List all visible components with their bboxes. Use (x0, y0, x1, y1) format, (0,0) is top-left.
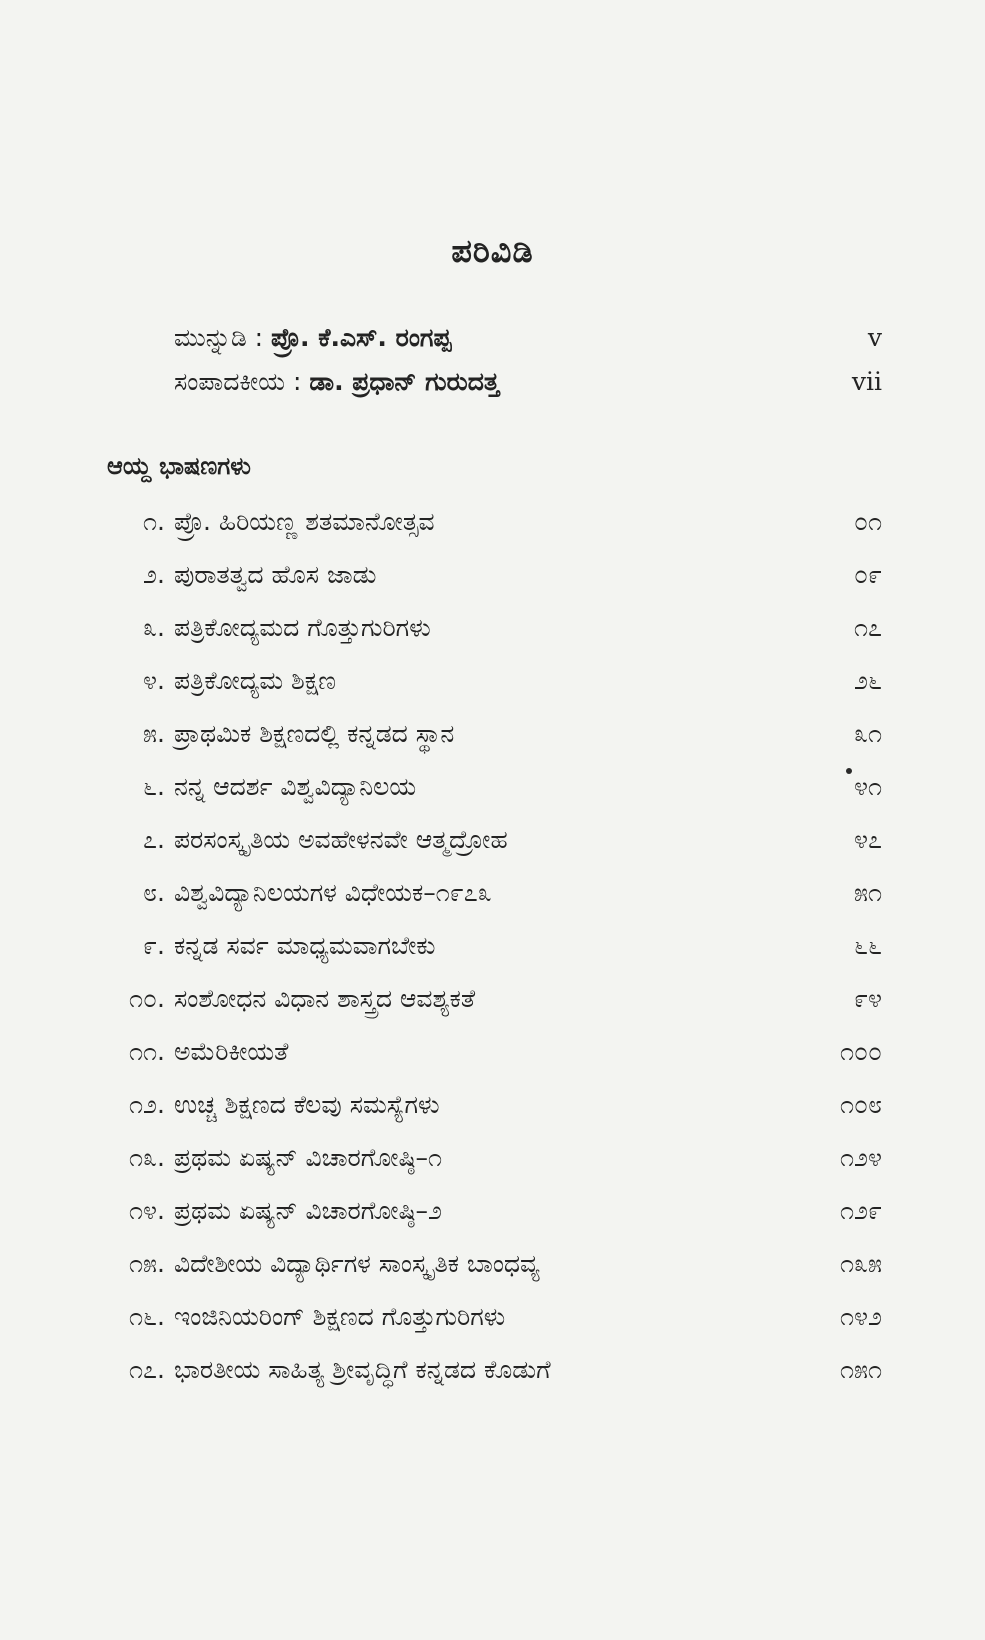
toc-entry-page: ೪೧ (853, 772, 882, 801)
front-matter-page: vii (851, 367, 882, 396)
front-matter-row-foreword (174, 318, 882, 358)
toc-entry-title: ಪತ್ರಿಕೋದ್ಯಮ ಶಿಕ್ಷಣ (174, 666, 337, 695)
toc-entry-page: ೧೭ (853, 613, 882, 642)
front-matter-entry (174, 318, 451, 358)
toc-entry-page: ೦೯ (853, 560, 882, 589)
section-heading: ಆಯ್ದ ಭಾಷಣಗಳು (107, 452, 251, 480)
front-matter-author: ಡಾ. ಪ್ರಧಾನ್ ಗುರುದತ್ತ (309, 367, 500, 396)
toc-row (107, 926, 882, 966)
toc-row (107, 555, 882, 595)
toc-entry-number: ೪. (143, 666, 165, 695)
toc-entry-title: ಪ್ರಾಥಮಿಕ ಶಿಕ್ಷಣದಲ್ಲಿ ಕನ್ನಡದ ಸ್ಥಾನ (174, 719, 455, 748)
toc-entry-page: ೩೧ (853, 719, 882, 748)
toc-entry-title: ಸಂಶೋಧನ ವಿಧಾನ ಶಾಸ್ತ್ರದ ಆವಶ್ಯಕತೆ (174, 984, 476, 1013)
toc-row (107, 502, 882, 542)
toc-entry-title: ಪ್ರಥಮ ಏಷ್ಯನ್ ವಿಚಾರಗೋಷ್ಠಿ–೨ (174, 1196, 442, 1225)
toc-entry-page: ೨೬ (853, 666, 882, 695)
toc-entry-title: ನನ್ನ ಆದರ್ಶ ವಿಶ್ವವಿದ್ಯಾನಿಲಯ (174, 772, 417, 801)
toc-entry-page: ೧೫೧ (839, 1355, 882, 1384)
toc-row (107, 608, 882, 648)
toc-entry-page: ೪೭ (853, 825, 882, 854)
toc-entry-number: ೧೭. (129, 1355, 165, 1384)
toc-entry-page: ೧೨೪ (839, 1143, 882, 1172)
toc-entry-number: ೧೧. (129, 1037, 165, 1066)
toc-entry-number: ೧೩. (129, 1143, 165, 1172)
toc-row (107, 820, 882, 860)
toc-entry-title: ಉಚ್ಚ ಶಿಕ್ಷಣದ ಕೆಲವು ಸಮಸ್ಯೆಗಳು (174, 1090, 440, 1119)
toc-row (107, 1032, 882, 1072)
toc-entry-title: ವಿಶ್ವವಿದ್ಯಾನಿಲಯಗಳ ವಿಧೇಯಕ–೧೯೭೩ (174, 878, 492, 907)
toc-entry-title: ವಿದೇಶೀಯ ವಿದ್ಯಾರ್ಥಿಗಳ ಸಾಂಸ್ಕೃತಿಕ ಬಾಂಧವ್ಯ (174, 1249, 540, 1278)
toc-entry-number: ೧. (143, 507, 165, 536)
toc-entry-page: ೧೨೯ (839, 1196, 882, 1225)
toc-entry-number: ೩. (143, 613, 165, 642)
page-title: ಪರಿವಿಡಿ (451, 232, 534, 270)
toc-entry-number: ೧೦. (129, 984, 165, 1013)
toc-entry-number: ೧೨. (129, 1090, 165, 1119)
toc-row (107, 1297, 882, 1337)
front-matter-author: ಪ್ರೊ. ಕೆ.ಎಸ್. ರಂಗಪ್ಪ (271, 323, 452, 352)
toc-entry-number: ೫. (143, 719, 165, 748)
toc-entry-number: ೧೪. (129, 1196, 165, 1225)
toc-entry-title: ಭಾರತೀಯ ಸಾಹಿತ್ಯ ಶ್ರೀವೃದ್ಧಿಗೆ ಕನ್ನಡದ ಕೊಡುಗೆ (174, 1355, 551, 1384)
toc-row (107, 979, 882, 1019)
toc-row (107, 661, 882, 701)
toc-entry-page: ೬೬ (853, 931, 882, 960)
toc-row (107, 1191, 882, 1231)
front-matter-row-editorial (174, 362, 882, 402)
front-matter-entry (174, 362, 499, 402)
toc-row (107, 714, 882, 754)
toc-entry-page: ೯೪ (853, 984, 882, 1013)
toc-entry-number: ೮. (143, 878, 165, 907)
front-matter-label: ಸಂಪಾದಕೀಯ : (174, 367, 310, 396)
toc-entry-title: ಇಂಜಿನಿಯರಿಂಗ್ ಶಿಕ್ಷಣದ ಗೊತ್ತುಗುರಿಗಳು (174, 1302, 506, 1331)
toc-row (107, 767, 882, 807)
ink-speck (846, 768, 852, 774)
toc-entry-number: ೨. (143, 560, 165, 589)
toc-entry-title: ಕನ್ನಡ ಸರ್ವ ಮಾಧ್ಯಮವಾಗಬೇಕು (174, 931, 436, 960)
toc-row (107, 873, 882, 913)
toc-entry-page: ೫೧ (853, 878, 882, 907)
toc-entry-title: ಪುರಾತತ್ವದ ಹೊಸ ಜಾಡು (174, 560, 377, 589)
toc-entry-page: ೦೧ (853, 507, 882, 536)
toc-entry-title: ಪ್ರಥಮ ಏಷ್ಯನ್ ವಿಚಾರಗೋಷ್ಠಿ–೧ (174, 1143, 442, 1172)
toc-row (107, 1244, 882, 1284)
toc-entry-number: ೧೬. (129, 1302, 165, 1331)
toc-entry-title: ಪರಸಂಸ್ಕೃತಿಯ ಅವಹೇಳನವೇ ಆತ್ಮದ್ರೋಹ (174, 825, 508, 854)
toc-entry-number: ೧೫. (129, 1249, 165, 1278)
toc-entry-title: ಅಮೆರಿಕೀಯತೆ (174, 1037, 289, 1066)
toc-entry-number: ೯. (143, 931, 165, 960)
toc-entry-number: ೬. (143, 772, 165, 801)
toc-row (107, 1138, 882, 1178)
toc-entry-page: ೧೦೮ (839, 1090, 882, 1119)
front-matter-page: v (867, 323, 882, 352)
toc-row (107, 1085, 882, 1125)
toc-entry-page: ೧೪೨ (839, 1302, 882, 1331)
toc-entry-page: ೧೩೫ (839, 1249, 882, 1278)
front-matter-label: ಮುನ್ನುಡಿ : (174, 323, 272, 352)
toc-row (107, 1350, 882, 1390)
toc-entry-page: ೧೦೦ (839, 1037, 882, 1066)
toc-entry-title: ಪತ್ರಿಕೋದ್ಯಮದ ಗೊತ್ತುಗುರಿಗಳು (174, 613, 431, 642)
toc-entry-title: ಪ್ರೊ. ಹಿರಿಯಣ್ಣ ಶತಮಾನೋತ್ಸವ (174, 507, 435, 536)
toc-entry-number: ೭. (143, 825, 165, 854)
